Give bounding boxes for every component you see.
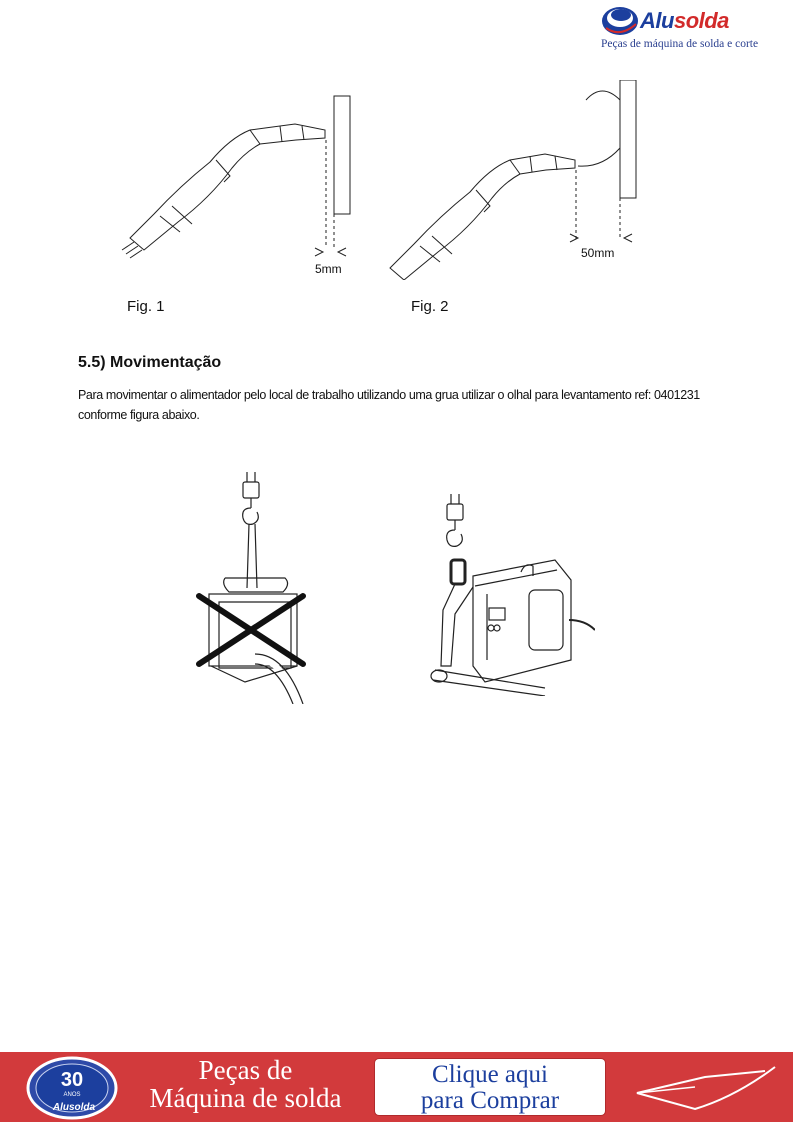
- fig2-workpiece-plate: [620, 80, 636, 198]
- lifting-eye-icon: [451, 560, 465, 584]
- fig1-workpiece-plate: [334, 96, 350, 214]
- crane-hook-icon: [243, 498, 259, 524]
- fig1-caption: Fig. 1: [127, 298, 165, 315]
- svg-text:Alusolda: Alusolda: [52, 1102, 96, 1113]
- lifting-correct-illustration: [425, 490, 595, 696]
- fig2-distance-label: 50mm: [581, 246, 615, 260]
- svg-text:ANOS: ANOS: [63, 1092, 81, 1098]
- fig1-distance-label: 5mm: [315, 262, 342, 276]
- brand-logo: [598, 2, 759, 54]
- fig1-torch-illustration: [120, 90, 360, 290]
- svg-text:30: 30: [60, 1069, 84, 1091]
- crane-hook-icon-2: [447, 520, 463, 546]
- buy-now-button[interactable]: Clique aqui para Comprar: [375, 1059, 605, 1115]
- section-paragraph: Para movimentar o alimentador pelo local de trabalho utilizando uma grua utilizar o olhal para levantamento ref: 0401231 conforme figura abaixo.: [78, 388, 700, 422]
- anniversary-badge-icon: [22, 1054, 122, 1122]
- logo-swoosh-icon: [600, 4, 644, 40]
- brand-tagline: Peças de máquina de solda e corte: [601, 38, 759, 50]
- section-title: 5.5) Movimentação: [78, 354, 222, 371]
- brand-wordmark: Alusolda: [640, 8, 729, 33]
- arrow-left-icon[interactable]: [625, 1057, 785, 1117]
- banner-title: Peças de Máquina de solda: [149, 1055, 342, 1113]
- crane-hook-block-icon-2: [447, 504, 463, 520]
- lifting-wrong-illustration: [195, 468, 315, 704]
- crane-hook-block-icon: [243, 482, 259, 498]
- promo-banner[interactable]: [0, 1052, 793, 1122]
- fig2-caption: Fig. 2: [411, 298, 449, 315]
